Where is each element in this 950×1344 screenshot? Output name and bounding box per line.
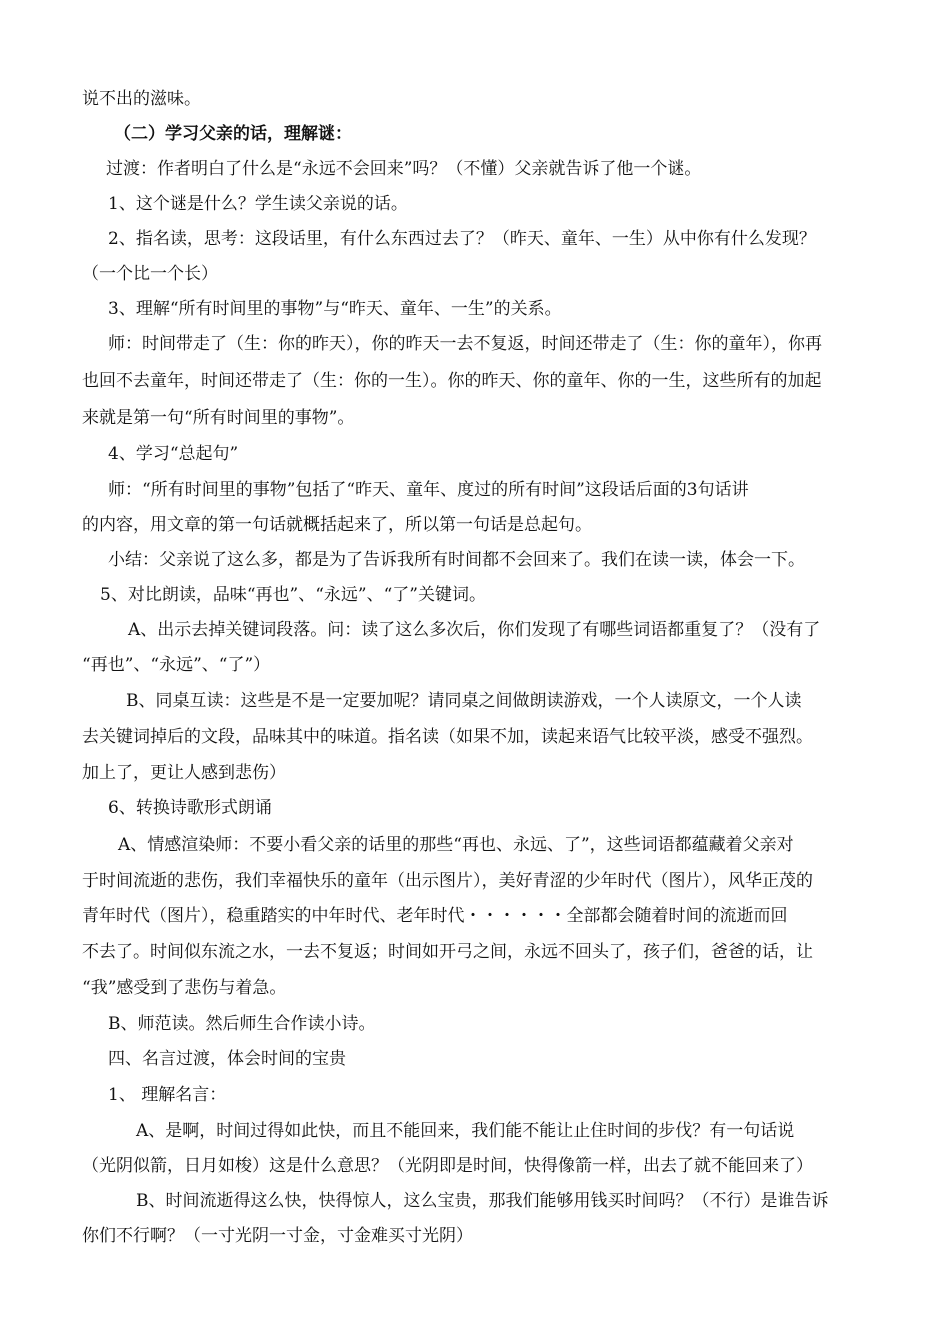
text-line: 1、 理解名言： bbox=[108, 1085, 227, 1105]
text-line: 于时间流逝的悲伤，我们幸福快乐的童年（出示图片），美好青涩的少年时代（图片），风华正茂的 bbox=[82, 871, 813, 891]
text-line: 不去了。时间似东流之水，一去不复返；时间如开弓之间，永远不回头了，孩子们，爸爸的话，让 bbox=[82, 942, 813, 962]
text-line: 去关键词掉后的文段，品味其中的味道。指名读（如果不加，读起来语气比较平淡，感受不强烈。 bbox=[82, 727, 813, 747]
text-line: 2、指名读，思考：这段话里，有什么东西过去了？（昨天、童年、一生）从中你有什么发现？ bbox=[108, 229, 816, 249]
section-heading: （二）学习父亲的话，理解谜： bbox=[114, 124, 352, 144]
section-heading: 四、名言过渡，体会时间的宝贵 bbox=[108, 1049, 346, 1069]
text-line: 来就是第一句“所有时间里的事物”。 bbox=[82, 408, 355, 428]
text-line: 小结：父亲说了这么多，都是为了告诉我所有时间都不会回来了。我们在读一读，体会一下。 bbox=[108, 550, 805, 570]
text-line: 5、对比朗读，品味“再也”、“永远”、“了”关键词。 bbox=[100, 585, 486, 605]
text-line: 师：“所有时间里的事物”包括了“昨天、童年、度过的所有时间”这段话后面的3句话讲 bbox=[108, 480, 749, 500]
text-line: 也回不去童年，时间还带走了（生：你的一生）。你的昨天、你的童年、你的一生，这些所有的加起 bbox=[82, 371, 822, 391]
text-line: A、出示去掉关键词段落。问：读了这么多次后，你们发现了有哪些词语都重复了？（没有了 bbox=[128, 620, 821, 640]
text-line: 的内容，用文章的第一句话就概括起来了，所以第一句话是总起句。 bbox=[82, 515, 592, 535]
text-line: B、时间流逝得这么快，快得惊人，这么宝贵，那我们能够用钱买时间吗？（不行）是谁告诉 bbox=[136, 1191, 829, 1211]
text-line: 6、转换诗歌形式朗诵 bbox=[108, 798, 272, 818]
text-line: A、是啊，时间过得如此快，而且不能回来，我们能不能让止住时间的步伐？有一句话说 bbox=[136, 1121, 795, 1141]
text-line: （一个比一个长） bbox=[82, 264, 218, 284]
text-line: 说不出的滋味。 bbox=[82, 89, 201, 109]
text-line: 师：时间带走了（生：你的昨天），你的昨天一去不复返，时间还带走了（生：你的童年），你再 bbox=[108, 334, 822, 354]
text-line: 你们不行啊？（一寸光阴一寸金，寸金难买寸光阴） bbox=[82, 1226, 473, 1246]
text-line: B、师范读。然后师生合作读小诗。 bbox=[108, 1014, 376, 1034]
text-line: 过渡：作者明白了什么是“永远不会回来”吗？（不懂）父亲就告诉了他一个谜。 bbox=[106, 159, 702, 179]
text-line: B、同桌互读：这些是不是一定要加呢？请同桌之间做朗读游戏，一个人读原文，一个人读 bbox=[126, 691, 802, 711]
text-line: A、情感渲染师：不要小看父亲的话里的那些“再也、永远、了”，这些词语都蕴藏着父亲对 bbox=[118, 835, 794, 855]
text-line: 3、理解“所有时间里的事物”与“昨天、童年、一生”的关系。 bbox=[108, 299, 562, 319]
text-line: 1、这个谜是什么？学生读父亲说的话。 bbox=[108, 194, 408, 214]
text-line: 加上了，更让人感到悲伤） bbox=[82, 763, 286, 783]
text-line: 青年时代（图片），稳重踏实的中年时代、老年时代・・・・・・全部都会随着时间的流逝而回 bbox=[82, 906, 788, 926]
text-line: （光阴似箭，日月如梭）这是什么意思？（光阴即是时间，快得像箭一样，出去了就不能回来了） bbox=[82, 1156, 813, 1176]
text-line: 4、学习“总起句” bbox=[108, 444, 239, 464]
text-line: “再也”、“永远”、“了”） bbox=[82, 655, 271, 675]
text-line: “我”感受到了悲伤与着急。 bbox=[82, 978, 287, 998]
